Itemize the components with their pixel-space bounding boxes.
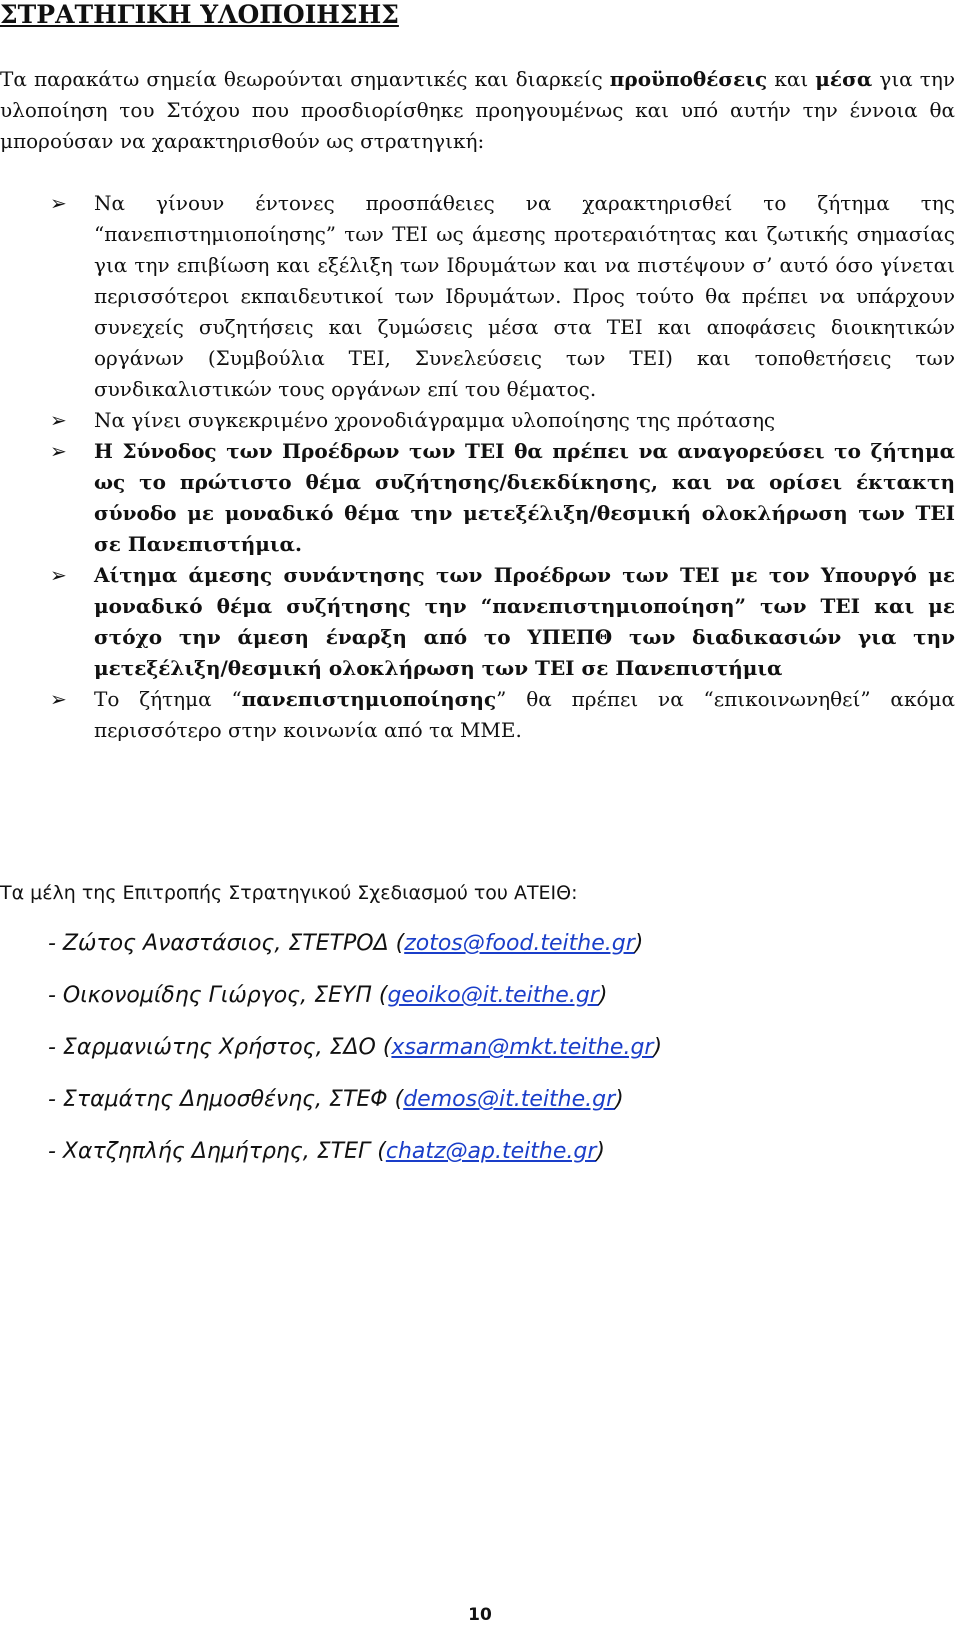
member-suffix: ) — [598, 983, 608, 1008]
list-item — [50, 560, 955, 684]
list-item-text-1: Το ζήτημα “ — [94, 687, 242, 711]
member-item — [48, 1074, 868, 1126]
member-name: - Χατζηπλής Δημήτρης, ΣΤΕΓ ( — [48, 1139, 386, 1164]
member-item — [48, 1022, 868, 1074]
member-name: - Ζώτος Αναστάσιος, ΣΤΕΤΡΟΔ ( — [48, 931, 405, 956]
arrow-bullet-icon: ➢ — [50, 408, 67, 432]
intro-text-3: για την υλοποίηση του Στόχου που προσδιορίσθηκε προηγουμένως και υπό αυτήν την έννοια θα μπορούσαν να χαρακτηρισθούν ως στρατηγική: — [0, 67, 955, 153]
intro-text-2: και — [767, 67, 816, 91]
committee-title: Τα μέλη της Επιτροπής Στρατηγικού Σχεδιασμού του ΑΤΕΙΘ: — [0, 882, 578, 904]
email-link[interactable]: chatz@ap.teithe.gr — [385, 1139, 597, 1164]
member-name: - Σαρμανιώτης Χρήστος, ΣΔΟ ( — [48, 1035, 392, 1060]
member-suffix: ) — [634, 931, 644, 956]
email-link[interactable]: demos@it.teithe.gr — [403, 1087, 616, 1112]
intro-paragraph — [0, 64, 955, 157]
list-item — [50, 436, 955, 560]
list-item-text: Να γίνει συγκεκριμένο χρονοδιάγραμμα υλοποίησης της πρότασης — [94, 408, 776, 432]
strategy-list — [50, 188, 955, 746]
member-name: - Οικονομίδης Γιώργος, ΣΕΥΠ ( — [48, 983, 388, 1008]
email-link[interactable]: zotos@food.teithe.gr — [404, 931, 635, 956]
member-suffix: ) — [653, 1035, 663, 1060]
list-item — [50, 188, 955, 405]
member-name: - Σταμάτης Δημοσθένης, ΣΤΕΦ ( — [48, 1087, 404, 1112]
arrow-bullet-icon: ➢ — [50, 439, 67, 463]
list-item-text: Να γίνουν έντονες προσπάθειες να χαρακτηρισθεί το ζήτημα της “πανεπιστημιοποίησης” των ΤΕΙ ως άμεσης προτεραιότητας και ζωτικής σημασίας για την επιβίωση και εξέλιξη των Ιδρυμάτων και να πιστέψουν σ’ αυτό όσο γίνεται περισσότεροι εκπαιδευτικοί των Ιδρυμάτων. Προς τούτο θα πρέπει να υπάρχουν συνεχείς συζητήσεις και ζυμώσεις μέσα στα ΤΕΙ και αποφάσεις διοικητικών οργάνων (Συμβούλια ΤΕΙ, Συνελεύσεις των ΤΕΙ) και τοποθετήσεις των συνδικαλιστικών τους οργάνων επί του θέματος. — [94, 191, 955, 401]
arrow-bullet-icon: ➢ — [50, 687, 67, 711]
arrow-bullet-icon: ➢ — [50, 563, 67, 587]
list-item — [50, 405, 955, 436]
arrow-bullet-icon: ➢ — [50, 191, 67, 215]
intro-text-1: Τα παρακάτω σημεία θεωρούνται σημαντικές και διαρκείς — [0, 67, 610, 91]
member-item — [48, 1126, 868, 1178]
list-item-text-2: ” θα πρέπει να “επικοινωνηθεί” ακόμα περισσότερο στην κοινωνία από τα ΜΜΕ. — [94, 687, 955, 742]
intro-bold-means: μέσα — [815, 67, 873, 91]
members-list — [48, 918, 868, 1178]
email-link[interactable]: geoiko@it.teithe.gr — [387, 983, 599, 1008]
page-number: 10 — [468, 1605, 492, 1625]
member-item — [48, 970, 868, 1022]
list-item — [50, 684, 955, 746]
member-suffix: ) — [615, 1087, 624, 1112]
email-link[interactable]: xsarman@mkt.teithe.gr — [391, 1035, 654, 1060]
list-item-text: Η Σύνοδος των Προέδρων των ΤΕΙ θα πρέπει να αναγορεύσει το ζήτημα ως το πρώτιστο θέμα συζήτησης/διεκδίκησης, και να ορίσει έκτακτη σύνοδο με μοναδικό θέμα την μετεξέλιξη/θεσμική ολοκλήρωση των ΤΕΙ σε Πανεπιστήμια. — [94, 439, 955, 556]
member-item — [48, 918, 868, 970]
intro-bold-preconditions: προϋποθέσεις — [609, 67, 768, 91]
list-item-text: Αίτημα άμεσης συνάντησης των Προέδρων των ΤΕΙ με τον Υπουργό με μοναδικό θέμα συζήτησης την “πανεπιστημιοποίηση” των ΤΕΙ και με στόχο την άμεση έναρξη από το ΥΠΕΠΘ των διαδικασιών για την μετεξέλιξη/θεσμική ολοκλήρωση των ΤΕΙ σε Πανεπιστήμια — [94, 563, 955, 680]
section-heading: ΣΤΡΑΤΗΓΙΚΗ ΥΛΟΠΟΙΗΣΗΣ — [0, 0, 399, 29]
member-suffix: ) — [596, 1139, 605, 1164]
list-item-bold: πανεπιστημιοποίησης — [241, 687, 497, 711]
